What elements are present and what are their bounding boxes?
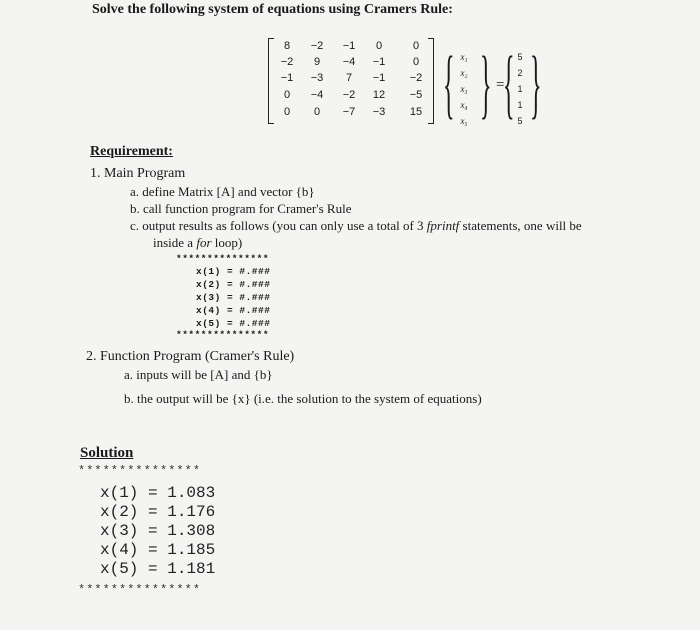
vector-b-entry: 2 bbox=[517, 68, 523, 78]
vector-x-entry: x₂ bbox=[460, 68, 468, 78]
vector-b-left-brace: { bbox=[503, 44, 515, 128]
item-output-results bbox=[130, 218, 582, 234]
matrix-cell: 0 bbox=[412, 56, 420, 68]
matrix-cell: −1 bbox=[372, 56, 386, 68]
solution-line: x(5) = 1.181 bbox=[100, 560, 216, 578]
vector-b-entry: 5 bbox=[517, 52, 523, 62]
matrix-cell: 15 bbox=[409, 106, 423, 118]
vector-b-entry: 1 bbox=[517, 100, 523, 110]
matrix-cell: −2 bbox=[280, 56, 294, 68]
page-title: Solve the following system of equations using Cramers Rule: bbox=[92, 2, 453, 17]
requirement-heading: Requirement: bbox=[90, 144, 173, 159]
matrix-cell: −5 bbox=[409, 89, 423, 101]
vector-x-entry: x₁ bbox=[460, 52, 468, 62]
format-stars-bottom: *************** bbox=[176, 329, 270, 340]
solution-stars-bottom: *************** bbox=[78, 583, 202, 597]
equals-sign: = bbox=[496, 77, 505, 93]
matrix-cell: −2 bbox=[310, 40, 324, 52]
matrix-cell: 0 bbox=[412, 40, 420, 52]
matrix-cell: −1 bbox=[372, 72, 386, 84]
solution-heading: Solution bbox=[80, 445, 134, 461]
matrix-cell: 9 bbox=[313, 56, 321, 68]
item-output-cont-em: for bbox=[196, 235, 212, 250]
solution-line: x(3) = 1.308 bbox=[100, 522, 216, 540]
matrix-cell: −2 bbox=[409, 72, 423, 84]
vector-x-entry: x₃ bbox=[460, 84, 468, 94]
matrix-cell: −3 bbox=[310, 72, 324, 84]
item-inputs: a. inputs will be [A] and {b} bbox=[124, 367, 273, 382]
matrix-cell: 0 bbox=[313, 106, 321, 118]
matrix-cell: 0 bbox=[283, 106, 291, 118]
matrix-cell: −1 bbox=[280, 72, 294, 84]
vector-b-entry: 5 bbox=[517, 116, 523, 126]
matrix-cell: 0 bbox=[375, 40, 383, 52]
matrix-cell: −3 bbox=[372, 106, 386, 118]
matrix-right-bracket bbox=[428, 38, 434, 124]
vector-b-right-brace: } bbox=[530, 44, 542, 128]
matrix-cell: −2 bbox=[342, 89, 356, 101]
item-output-x: b. the output will be {x} (i.e. the solution to the system of equations) bbox=[124, 391, 482, 406]
vector-b-entry: 1 bbox=[517, 84, 523, 94]
vector-x-entry: x₅ bbox=[460, 116, 468, 126]
solution-line: x(4) = 1.185 bbox=[100, 541, 216, 559]
matrix-cell: 0 bbox=[283, 89, 291, 101]
format-line: x(1) = #.### bbox=[196, 266, 271, 277]
vector-x-left-brace: { bbox=[443, 44, 455, 128]
format-stars-top: *************** bbox=[176, 253, 270, 264]
format-line: x(5) = #.### bbox=[196, 318, 271, 329]
matrix-cell: 8 bbox=[283, 40, 291, 52]
solution-line: x(1) = 1.083 bbox=[100, 484, 216, 502]
item-output-continuation bbox=[153, 235, 242, 251]
matrix-cell: −4 bbox=[310, 89, 324, 101]
item-function-program: 2. Function Program (Cramer's Rule) bbox=[86, 349, 295, 364]
matrix-cell: −4 bbox=[342, 56, 356, 68]
vector-x-entry: x₄ bbox=[460, 100, 468, 110]
matrix-cell: 7 bbox=[345, 72, 353, 84]
vector-x-right-brace: } bbox=[480, 44, 492, 128]
solution-stars-top: *************** bbox=[78, 464, 202, 478]
item-output-suffix: statements, one will be bbox=[459, 218, 582, 233]
item-define-matrix: a. define Matrix [A] and vector {b} bbox=[130, 184, 315, 199]
format-line: x(4) = #.### bbox=[196, 305, 271, 316]
format-line: x(3) = #.### bbox=[196, 292, 271, 303]
solution-line: x(2) = 1.176 bbox=[100, 503, 216, 521]
matrix-cell: −7 bbox=[342, 106, 356, 118]
item-output-prefix: c. output results as follows (you can only use a total of 3 bbox=[130, 218, 427, 233]
matrix-cell: −1 bbox=[342, 40, 356, 52]
matrix-cell: 12 bbox=[372, 89, 386, 101]
item-output-fn: fprintf bbox=[426, 218, 460, 233]
matrix-left-bracket bbox=[268, 38, 274, 124]
format-line: x(2) = #.### bbox=[196, 279, 271, 290]
item-output-cont-prefix: inside a bbox=[153, 235, 197, 250]
item-main-program: 1. Main Program bbox=[90, 166, 186, 181]
item-output-cont-suffix: loop) bbox=[211, 235, 243, 250]
item-call-function: b. call function program for Cramer's Rule bbox=[130, 201, 352, 216]
